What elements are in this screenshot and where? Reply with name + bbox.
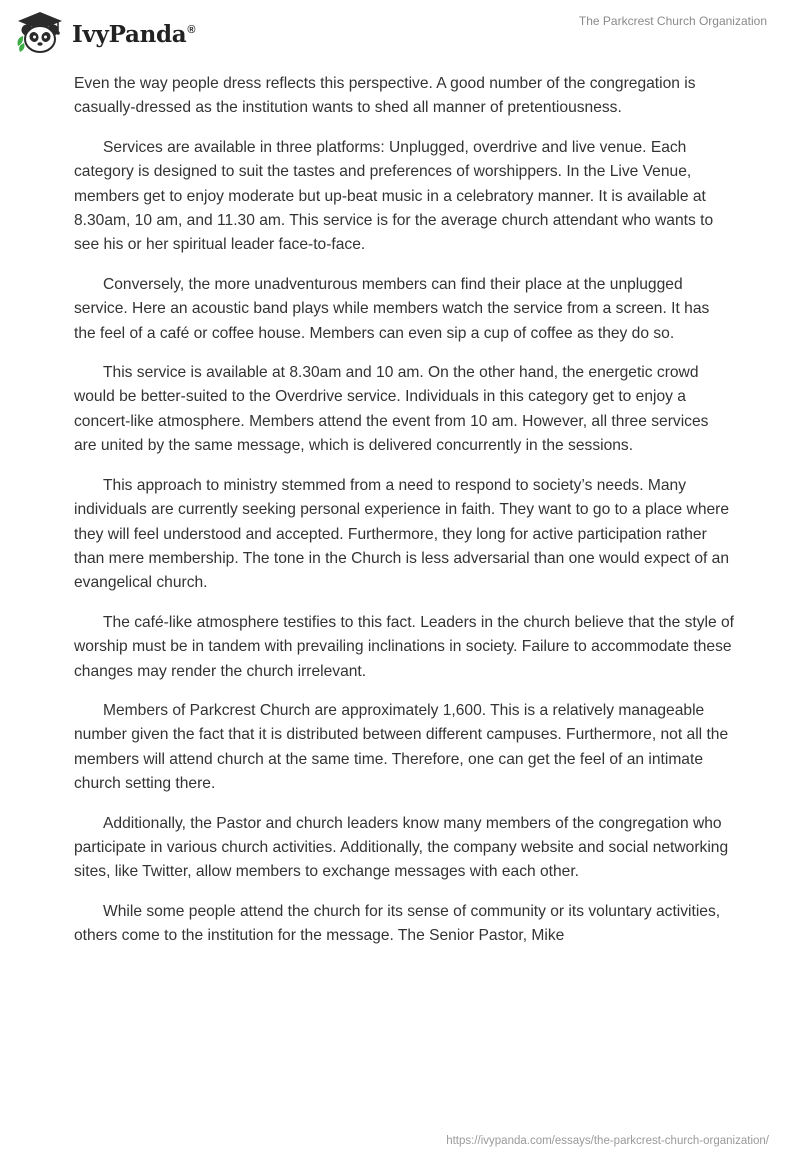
paragraph-2: Services are available in three platforms: Unplugged, overdrive and live venue. Each category is designed to suit the tastes and preferences of worshippers. In the Live Venue, members get to enjoy moderate but up-beat music in a celebratory manner. It is available at 8.30am, 10 am, and 11.30 am. This service is for the average church attendant who wants to see his or her spiritual leader face-to-face.	[74, 138, 714, 254]
page-header	[0, 0, 800, 64]
brand-name-text: IvyPanda	[72, 20, 187, 48]
paragraph-1: Even the way people dress reflects this perspective. A good number of the congregation is casually-dressed as the institution wants to shed all manner of pretentiousness.	[74, 75, 696, 117]
paragraph-9: While some people attend the church for its sense of community or its voluntary activities, others come to the institution for the message. The Senior Pastor, Mike	[74, 902, 721, 945]
paragraph-3: Conversely, the more unadventurous members can find their place at the unplugged service. Here an acoustic band plays while members watch the service from a screen. It has the feel of a café or coffee house. Members can even sip a cup of coffee as they do so.	[74, 275, 710, 342]
panda-graduate-icon	[14, 10, 66, 56]
paragraph-6: The café-like atmosphere testifies to this fact. Leaders in the church believe that the style of worship must be in tandem with prevailing inclinations in society. Failure to accommodate these changes may render the church irrelevant.	[74, 613, 735, 680]
paragraph-7: Members of Parkcrest Church are approximately 1,600. This is a relatively manageable number given the fact that it is distributed between different campuses. Furthermore, not all the members will attend church at the same time. Therefore, one can get the feel of an intimate church setting there.	[74, 701, 729, 793]
essay-body	[74, 72, 734, 964]
paragraph-8: Additionally, the Pastor and church leaders know many members of the congregation who participate in various church activities. Additionally, the company website and social networking sites, like Twitter, allow members to exchange messages with each other.	[74, 814, 729, 881]
ivypanda-logo[interactable]	[14, 10, 195, 56]
document-title: The Parkcrest Church Organization	[578, 14, 767, 28]
paragraph-5: This approach to ministry stemmed from a need to respond to society’s needs. Many individuals are currently seeking personal experience in faith. They want to go to a place where they will feel understood and accepted. Furthermore, they long for active participation rather than mere membership. The tone in the Church is less adversarial than one would expect of an evangelical church.	[74, 476, 730, 592]
registered-mark: ®	[187, 23, 196, 36]
paragraph-4: This service is available at 8.30am and 10 am. On the other hand, the energetic crowd would be better-suited to the Overdrive service. Individuals in this category get to enjoy a concert-like atmosphere. Members attend the event from 10 am. However, all three services are united by the same message, which is delivered concurrently in the sessions.	[74, 364, 709, 455]
source-url[interactable]: https://ivypanda.com/essays/the-parkcrest-church-organization/	[446, 1135, 769, 1147]
brand-name	[72, 21, 195, 48]
